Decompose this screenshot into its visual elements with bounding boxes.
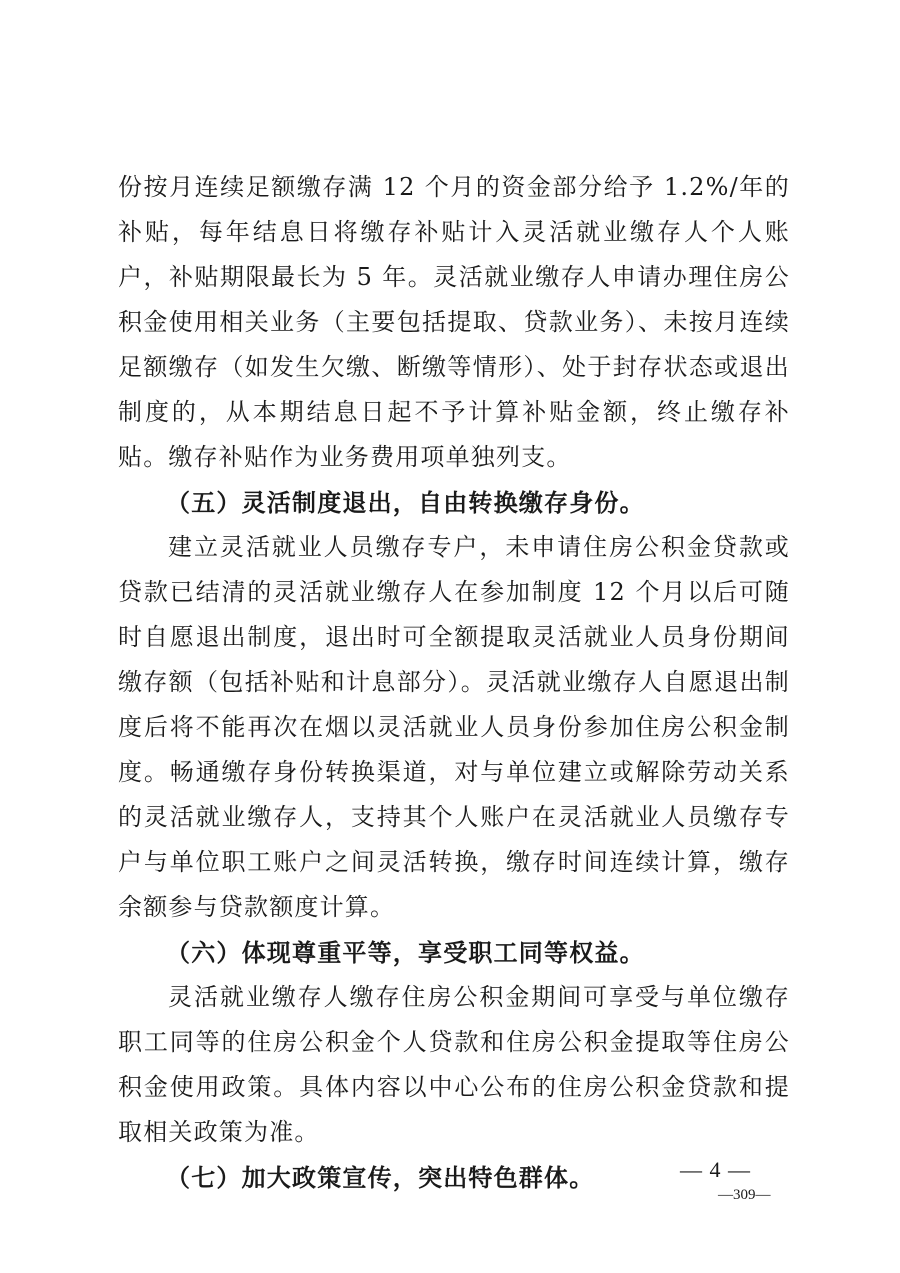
section-heading-seven: （七）加大政策宣传，突出特色群体。 (166, 1163, 595, 1192)
page-number: — 4 — (680, 1157, 751, 1182)
section-heading-six: （六）体现尊重平等，享受职工同等权益。 (166, 938, 645, 967)
page-number-alt: —309— (718, 1187, 771, 1203)
paragraph-equal-rights: 灵活就业缴存人缴存住房公积金期间可享受与单位缴存职工同等的住房公积金个人贷款和住房公积金提取等住房公积金使用政策。具体内容以中心公布的住房公积金贷款和提取相关政策为准。 (118, 983, 790, 1146)
paragraph-exit-system: 建立灵活就业人员缴存专户，未申请住房公积金贷款或贷款已结清的灵活就业缴存人在参加制度 12 个月以后可随时自愿退出制度，退出时可全额提取灵活就业人员身份期间缴存额（包括补贴和计息部分）。灵活就业缴存人自愿退出制度后将不能再次在烟以灵活就业人员身份参加住房公积金制度。畅通缴存身份转换渠道，对与单位建立或解除劳动关系的灵活就业缴存人，支持其个人账户在灵活就业人员缴存专户与单位职工账户之间灵活转换，缴存时间连续计算，缴存余额参与贷款额度计算。 (118, 533, 790, 921)
document-body (118, 165, 790, 1200)
section-heading-five: （五）灵活制度退出，自由转换缴存身份。 (166, 488, 645, 517)
paragraph-subsidy: 份按月连续足额缴存满 12 个月的资金部分给予 1.2%/年的补贴，每年结息日将缴存补贴计入灵活就业缴存人个人账户，补贴期限最长为 5 年。灵活就业缴存人申请办理住房公积金使用相关业务（主要包括提取、贷款业务）、未按月连续足额缴存（如发生欠缴、断缴等情形）、处于封存状态或退出制度的，从本期结息日起不予计算补贴金额，终止缴存补贴。缴存补贴作为业务费用项单独列支。 (118, 173, 790, 471)
